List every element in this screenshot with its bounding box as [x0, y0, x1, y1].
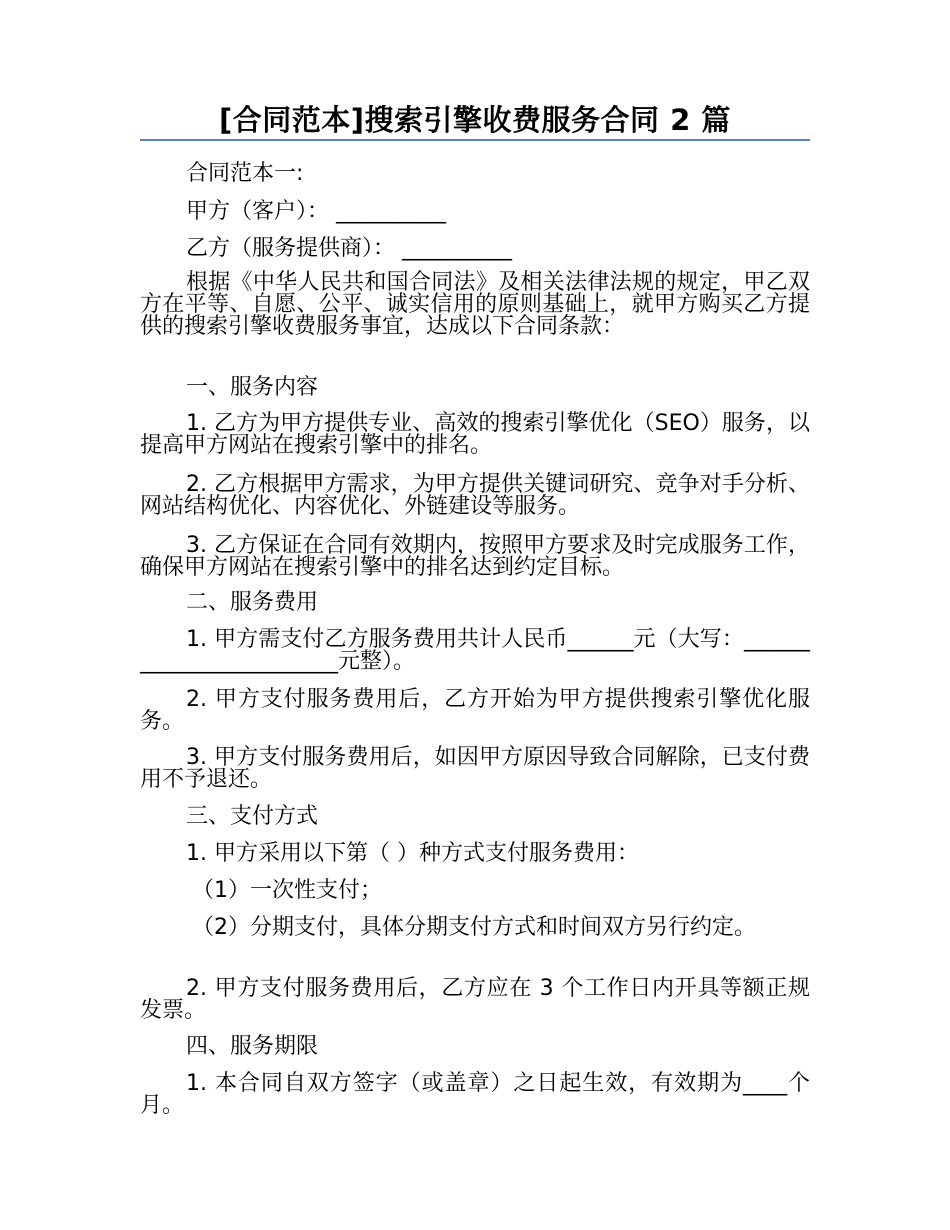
paragraph-contract-sample-heading: 合同范本一: — [186, 161, 304, 186]
paragraph-service-3: 3. 乙方保证在合同有效期内，按照甲方要求及时完成服务工作，确保甲方网站在搜索引擎中的排名达到约定目标。 — [140, 533, 810, 580]
paragraph-payment-option-1: （1）一次性支付； — [192, 878, 382, 903]
paragraph-fee-1: 1. 甲方需支付乙方服务费用共计人民币______元（大写：________________________元整）。 — [140, 627, 810, 674]
paragraph-payment-1: 1. 甲方采用以下第（ ）种方式支付服务费用： — [186, 841, 639, 866]
section-heading-service-fee: 二、服务费用 — [186, 590, 319, 615]
title-underline — [140, 139, 810, 141]
paragraph-preamble: 根据《中华人民共和国合同法》及相关法律法规的规定，甲乙双方在平等、自愿、公平、诚实信用的原则基础上，就甲方购买乙方提供的搜索引擎收费服务事宜，达成以下合同条款： — [140, 270, 810, 339]
section-heading-payment-method: 三、支付方式 — [186, 804, 319, 829]
paragraph-payment-option-2: （2）分期支付，具体分期支付方式和时间双方另行约定。 — [192, 915, 756, 940]
paragraph-term-1: 1. 本合同自双方签字（或盖章）之日起生效，有效期为____个月。 — [140, 1071, 810, 1118]
document-title: [合同范本]搜索引擎收费服务合同 2 篇 — [219, 103, 731, 137]
paragraph-fee-2: 2. 甲方支付服务费用后，乙方开始为甲方提供搜索引擎优化服务。 — [140, 687, 810, 734]
section-heading-service-content: 一、服务内容 — [186, 375, 319, 400]
paragraph-payment-2: 2. 甲方支付服务费用后，乙方应在 3 个工作日内开具等额正规发票。 — [140, 976, 810, 1023]
paragraph-service-2: 2. 乙方根据甲方需求，为甲方提供关键词研究、竞争对手分析、网站结构优化、内容优化、外链建设等服务。 — [140, 472, 810, 519]
paragraph-party-a: 甲方（客户）： __________ — [186, 199, 446, 224]
section-heading-service-term: 四、服务期限 — [186, 1034, 319, 1059]
paragraph-service-1: 1. 乙方为甲方提供专业、高效的搜索引擎优化（SEO）服务，以提高甲方网站在搜索引擎中的排名。 — [140, 411, 810, 458]
paragraph-fee-3: 3. 甲方支付服务费用后，如因甲方原因导致合同解除，已支付费用不予退还。 — [140, 745, 810, 792]
paragraph-party-b: 乙方（服务提供商）： __________ — [186, 236, 512, 261]
